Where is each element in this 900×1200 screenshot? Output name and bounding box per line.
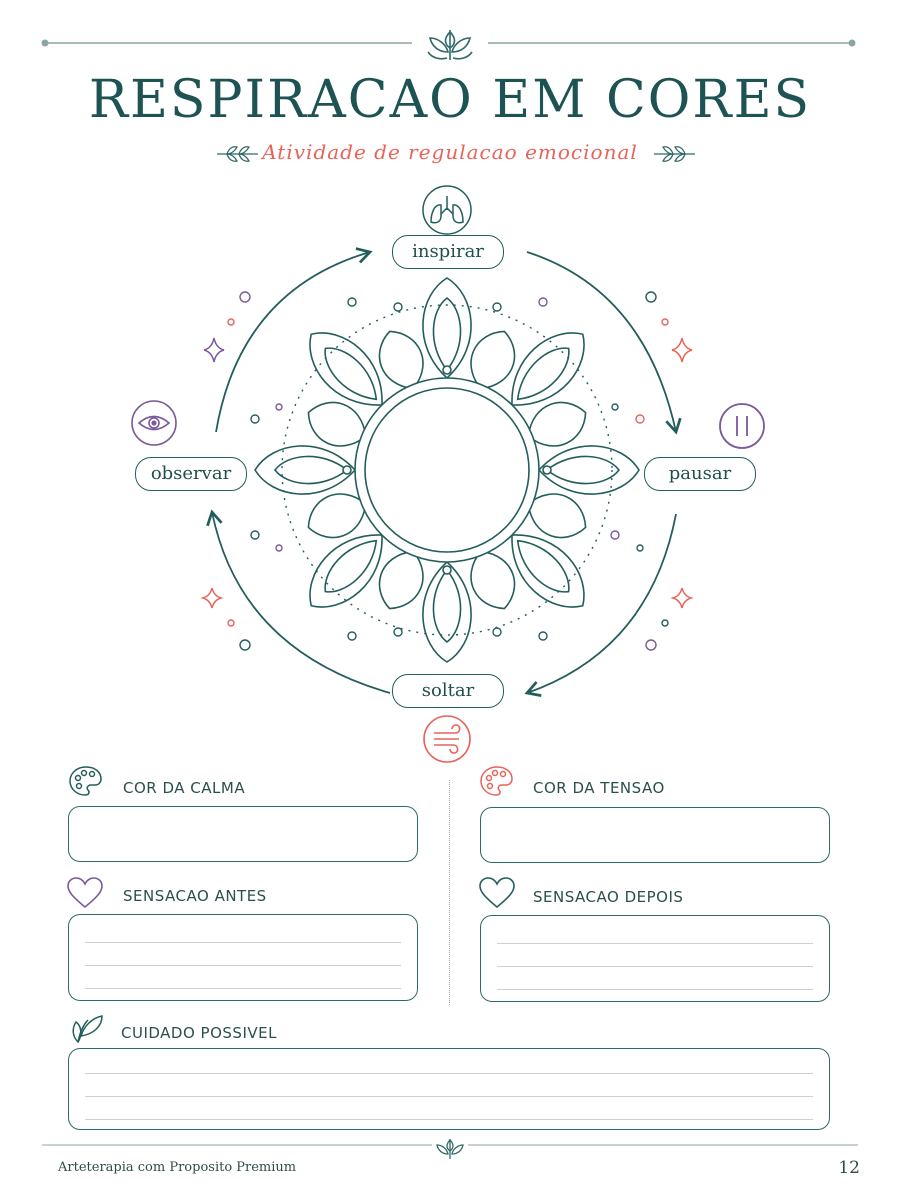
cycle-step-inspirar: inspirar [392, 235, 504, 269]
palette-icon [68, 764, 104, 798]
sensacao-antes-input[interactable] [68, 914, 418, 1001]
mandala [255, 278, 639, 662]
section-label-sensacao-antes: SENSACAO ANTES [123, 887, 267, 905]
palette-icon [479, 764, 515, 798]
section-label-cuidado-possivel: CUIDADO POSSIVEL [121, 1024, 277, 1042]
lungs-icon [423, 186, 471, 234]
eye-icon [132, 401, 176, 445]
page-number: 12 [838, 1158, 860, 1178]
footer-brand: Arteterapia com Proposito Premium [58, 1160, 297, 1175]
heart-icon [66, 876, 104, 910]
laurel-right-icon [652, 143, 697, 165]
wind-icon [424, 716, 470, 762]
page-title: RESPIRACAO EM CORES [88, 70, 812, 130]
cor-calma-input[interactable] [68, 806, 418, 862]
column-divider [449, 780, 450, 1005]
leaf-sprig-icon [437, 1139, 463, 1159]
cycle-step-observar: observar [135, 457, 247, 491]
cuidado-possivel-input[interactable] [68, 1048, 830, 1130]
leaf-icon [70, 1010, 106, 1044]
cor-tensao-input[interactable] [480, 807, 830, 863]
section-label-sensacao-depois: SENSACAO DEPOIS [533, 888, 684, 906]
pause-icon [720, 404, 764, 448]
cycle-step-pausar: pausar [644, 457, 756, 491]
cycle-step-soltar: soltar [392, 674, 504, 708]
sensacao-depois-input[interactable] [480, 915, 830, 1002]
header-ornament [0, 20, 900, 70]
leaf-sprig-icon [428, 30, 472, 60]
section-label-cor-calma: COR DA CALMA [123, 779, 246, 797]
heart-icon [478, 876, 516, 910]
page-subtitle: Atividade de regulacao emocional [262, 140, 638, 164]
section-label-cor-tensao: COR DA TENSAO [533, 779, 665, 797]
